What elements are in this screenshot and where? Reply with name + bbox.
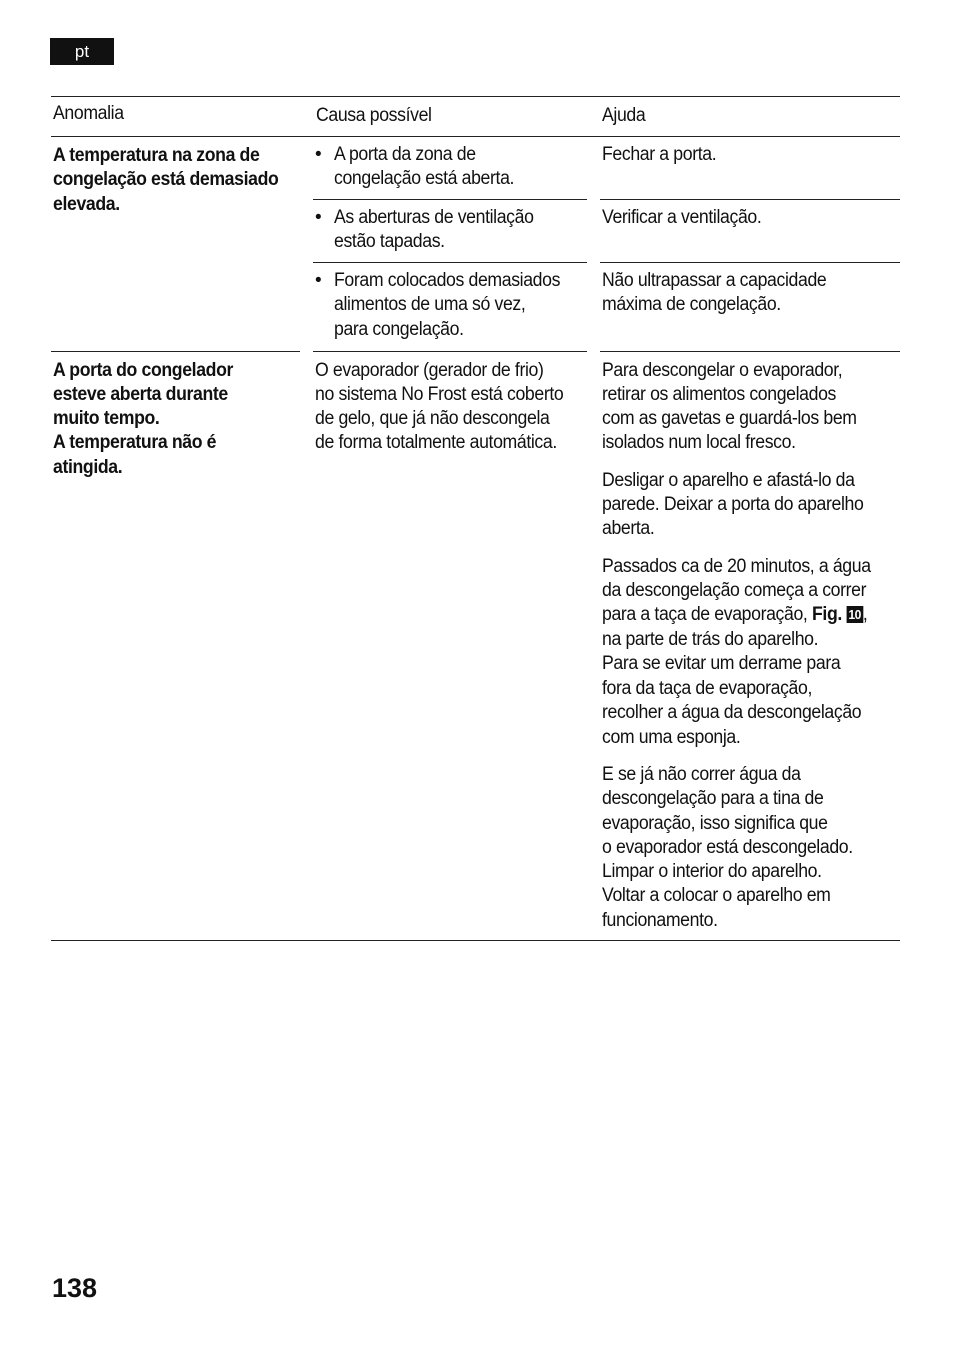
row1-cause2-line: As aberturas de ventilação <box>334 207 534 228</box>
row1-help2-line: Verificar a ventilação. <box>602 207 762 228</box>
row2-help-p2-line: parede. Deixar a porta do aparelho <box>602 494 864 515</box>
cause-rule-row1 <box>313 351 587 352</box>
row1-cause2-line: estão tapadas. <box>334 231 445 252</box>
header-cause: Causa possível <box>316 105 432 126</box>
row2-cause-line: de gelo, que já não descongela <box>315 408 550 429</box>
row2-anomaly-line: A temperatura não é <box>53 432 217 453</box>
row2-help-p3-line: fora da taça de evaporação, <box>602 678 813 699</box>
help-rule-1 <box>600 199 900 200</box>
bullet-icon: • <box>315 270 322 291</box>
row2-cause-line: no sistema No Frost está coberto <box>315 384 564 405</box>
row2-help-p4-line: E se já não correr água da <box>602 764 801 785</box>
row2-help-p4-line: evaporação, isso significa que <box>602 813 828 834</box>
row2-help-p3-line: Passados ca de 20 minutos, a água <box>602 556 871 577</box>
help-rule-row1 <box>600 351 900 352</box>
row1-anomaly-line: A temperatura na zona de <box>53 145 260 166</box>
anomaly-rule-row1 <box>51 351 300 352</box>
row2-help-p3-line: recolher a água da descongelação <box>602 702 862 723</box>
table-bottom-rule <box>51 940 900 941</box>
row2-help-p3-line: na parte de trás do aparelho. <box>602 629 819 650</box>
row2-help-p4-line: o evaporador está descongelado. <box>602 837 853 858</box>
figure-number-badge: 10 <box>848 607 862 622</box>
fig-line-suffix: , <box>862 604 868 625</box>
row2-help-p1-line: com as gavetas e guardá-los bem <box>602 408 857 429</box>
row1-help3-line: máxima de congelação. <box>602 294 781 315</box>
cause-rule-1 <box>313 199 587 200</box>
row2-help-p3-fig-line <box>602 603 867 628</box>
header-anomaly: Anomalia <box>53 103 124 124</box>
bullet-icon: • <box>315 207 322 228</box>
table-top-rule <box>51 96 900 97</box>
row1-anomaly-line: elevada. <box>53 194 120 215</box>
row2-help-p1-line: retirar os alimentos congelados <box>602 384 837 405</box>
row2-help-p3-line: Para se evitar um derrame para <box>602 653 841 674</box>
row2-help-p1-line: isolados num local fresco. <box>602 432 796 453</box>
fig-line-prefix: para a taça de evaporação, <box>602 604 813 625</box>
row2-anomaly-line: A porta do congelador <box>53 360 234 381</box>
row2-anomaly-line: muito tempo. <box>53 408 160 429</box>
header-rule <box>51 136 900 137</box>
row1-help3-line: Não ultrapassar a capacidade <box>602 270 827 291</box>
row1-help1-line: Fechar a porta. <box>602 144 717 165</box>
row2-anomaly-line: atingida. <box>53 457 123 478</box>
row2-help-p1-line: Para descongelar o evaporador, <box>602 360 843 381</box>
row1-cause1-line: congelação está aberta. <box>334 168 515 189</box>
cause-rule-2 <box>313 262 587 263</box>
row1-cause3-line: para congelação. <box>334 319 464 340</box>
help-rule-2 <box>600 262 900 263</box>
row2-help-p4-line: Voltar a colocar o aparelho em <box>602 885 831 906</box>
row2-cause-line: O evaporador (gerador de frio) <box>315 360 544 381</box>
row2-help-p4-line: descongelação para a tina de <box>602 788 824 809</box>
row2-cause-line: de forma totalmente automática. <box>315 432 557 453</box>
row2-help-p4-line: Limpar o interior do aparelho. <box>602 861 822 882</box>
row2-help-p2-line: aberta. <box>602 518 655 539</box>
bullet-icon: • <box>315 144 322 165</box>
row2-help-p3-line: com uma esponja. <box>602 727 741 748</box>
row2-anomaly-line: esteve aberta durante <box>53 384 228 405</box>
language-tab: pt <box>50 38 114 65</box>
header-help: Ajuda <box>602 105 646 126</box>
row1-cause1-line: A porta da zona de <box>334 144 476 165</box>
row2-help-p4-line: funcionamento. <box>602 910 718 931</box>
row2-help-p3-line: da descongelação começa a correr <box>602 580 867 601</box>
page-number: 138 <box>52 1273 98 1303</box>
figure-reference: Fig. <box>812 604 842 625</box>
row1-anomaly-line: congelação está demasiado <box>53 169 279 190</box>
row1-cause3-line: Foram colocados demasiados <box>334 270 561 291</box>
row2-help-p2-line: Desligar o aparelho e afastá-lo da <box>602 470 855 491</box>
row1-cause3-line: alimentos de uma só vez, <box>334 294 526 315</box>
